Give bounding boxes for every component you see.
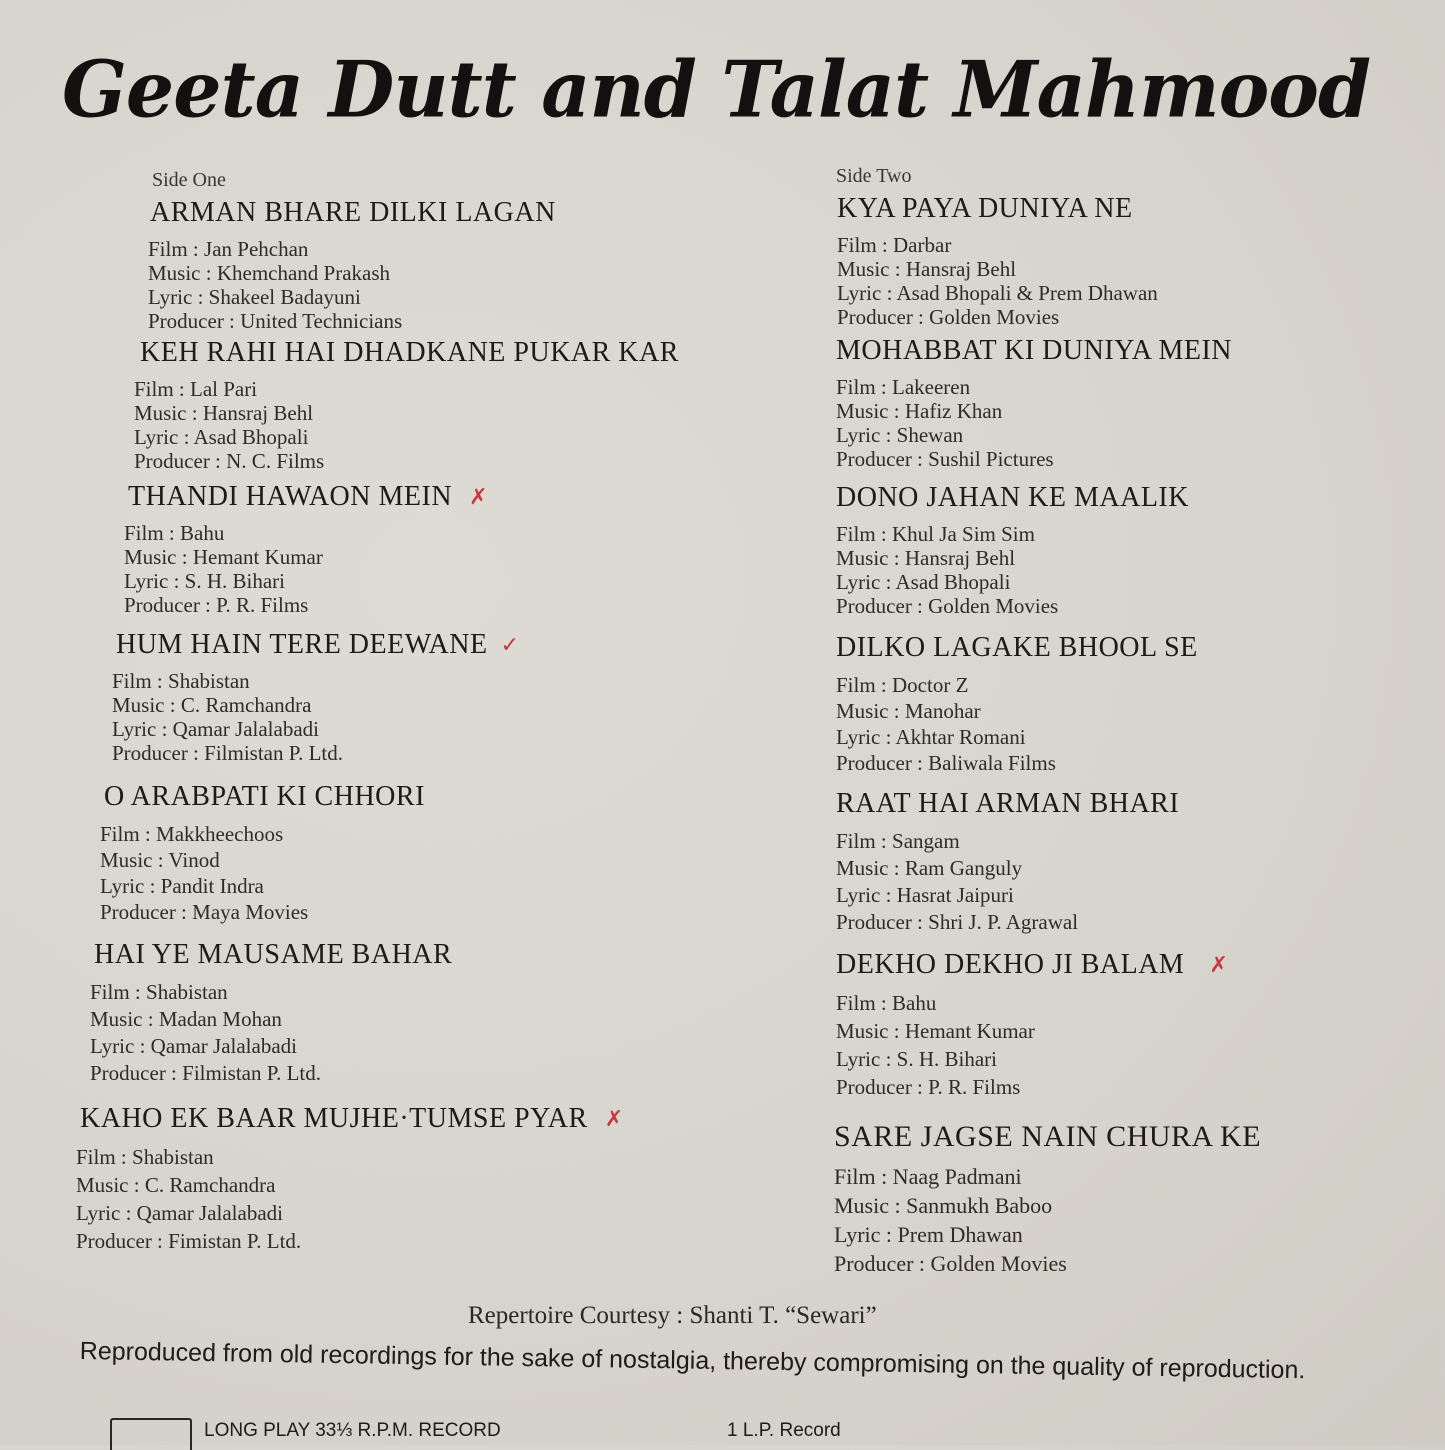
producer-credit: Producer : Maya Movies <box>100 900 309 924</box>
music-credit: Music : C. Ramchandra <box>112 693 312 717</box>
film-credit: Film : Makkheechoos <box>100 822 284 846</box>
film-credit: Film : Shabistan <box>76 1145 214 1169</box>
film-credit: Film : Shabistan <box>112 669 250 693</box>
film-credit: Film : Khul Ja Sim Sim <box>836 522 1035 546</box>
film-credit: Film : Bahu <box>124 521 225 545</box>
producer-credit: Producer : Baliwala Films <box>836 751 1056 775</box>
music-credit: Music : Hafiz Khan <box>836 399 1003 423</box>
music-credit: Music : Hemant Kumar <box>124 545 323 569</box>
song-title: HAI YE MAUSAME BAHAR <box>94 939 453 970</box>
producer-credit: Producer : Sushil Pictures <box>836 447 1054 471</box>
song-title: KYA PAYA DUNIYA NE <box>837 193 1133 224</box>
song-title: O ARABPATI KI CHHORI <box>104 781 425 812</box>
song-entry <box>834 1120 1261 1278</box>
lyric-credit: Lyric : Asad Bhopali <box>836 570 1011 594</box>
album-title: Geeta Dutt and Talat Mahmood <box>62 44 1371 135</box>
lyric-credit: Lyric : Qamar Jalalabadi <box>112 717 319 741</box>
music-credit: Music : C. Ramchandra <box>76 1173 276 1197</box>
song-title: ARMAN BHARE DILKI LAGAN <box>150 197 556 228</box>
pen-mark-icon: ✗ <box>1209 953 1229 978</box>
song-title: HUM HAIN TERE DEEWANE ✓ <box>116 629 520 660</box>
producer-credit: Producer : Fimistan P. Ltd. <box>76 1229 302 1253</box>
lyric-credit: Lyric : Qamar Jalalabadi <box>90 1034 297 1058</box>
song-entry <box>836 335 1232 471</box>
side-two-label: Side Two <box>836 165 912 187</box>
song-title: KEH RAHI HAI DHADKANE PUKAR KAR <box>140 337 679 368</box>
producer-credit: Producer : Golden Movies <box>834 1251 1067 1276</box>
song-entry <box>76 1103 624 1255</box>
song-title: SARE JAGSE NAIN CHURA KE <box>834 1120 1262 1153</box>
film-credit: Film : Doctor Z <box>836 673 969 697</box>
song-entry <box>90 939 453 1087</box>
repertoire-courtesy: Repertoire Courtesy : Shanti T. “Sewari” <box>468 1302 877 1329</box>
lyric-credit: Lyric : Prem Dhawan <box>834 1222 1023 1247</box>
film-credit: Film : Sangam <box>836 829 960 853</box>
music-credit: Music : Sanmukh Baboo <box>834 1193 1053 1218</box>
producer-credit: Producer : P. R. Films <box>124 593 309 617</box>
music-credit: Music : Hemant Kumar <box>836 1019 1035 1043</box>
song-title: DONO JAHAN KE MAALIK <box>836 482 1189 513</box>
producer-credit: Producer : N. C. Films <box>134 449 325 473</box>
music-credit: Music : Madan Mohan <box>90 1007 282 1031</box>
long-play-label: LONG PLAY 33⅓ R.P.M. RECORD <box>204 1420 501 1441</box>
song-entry <box>150 197 556 333</box>
music-credit: Music : Manohar <box>836 699 981 723</box>
song-entry <box>836 949 1229 1101</box>
film-credit: Film : Jan Pehchan <box>148 237 309 261</box>
song-entry <box>836 632 1198 776</box>
song-entry <box>134 337 679 473</box>
song-entry <box>837 193 1158 329</box>
lyric-credit: Lyric : Hasrat Jaipuri <box>836 883 1014 907</box>
music-credit: Music : Ram Ganguly <box>836 856 1023 880</box>
film-credit: Film : Shabistan <box>90 980 228 1004</box>
lyric-credit: Lyric : Pandit Indra <box>100 874 264 898</box>
producer-credit: Producer : Shri J. P. Agrawal <box>836 910 1079 934</box>
song-entry <box>100 781 425 925</box>
producer-credit: Producer : United Technicians <box>148 309 403 333</box>
film-credit: Film : Darbar <box>837 233 952 257</box>
song-entry <box>836 788 1179 936</box>
lyric-credit: Lyric : Asad Bhopali & Prem Dhawan <box>837 281 1158 305</box>
song-title: KAHO EK BAAR MUJHE·TUMSE PYAR ✗ <box>80 1103 624 1134</box>
film-credit: Film : Bahu <box>836 991 937 1015</box>
producer-credit: Producer : Filmistan P. Ltd. <box>90 1061 321 1085</box>
producer-credit: Producer : Filmistan P. Ltd. <box>112 741 343 765</box>
lyric-credit: Lyric : S. H. Bihari <box>836 1047 997 1071</box>
song-entry <box>124 481 489 617</box>
film-credit: Film : Lakeeren <box>836 375 971 399</box>
song-entry <box>112 629 520 765</box>
music-credit: Music : Hansraj Behl <box>836 546 1016 570</box>
film-credit: Film : Naag Padmani <box>834 1164 1022 1189</box>
lyric-credit: Lyric : S. H. Bihari <box>124 569 285 593</box>
side-one-label: Side One <box>152 169 226 191</box>
lyric-credit: Lyric : Qamar Jalalabadi <box>76 1201 283 1225</box>
pen-mark-icon: ✗ <box>469 485 489 510</box>
record-count-label: 1 L.P. Record <box>727 1420 841 1441</box>
music-credit: Music : Hansraj Behl <box>837 257 1017 281</box>
record-label-logo-icon <box>110 1418 192 1450</box>
film-credit: Film : Lal Pari <box>134 377 258 401</box>
song-title: THANDI HAWAON MEIN ✗ <box>128 481 489 512</box>
pen-mark-icon: ✓ <box>500 633 520 658</box>
song-title: RAAT HAI ARMAN BHARI <box>836 788 1180 819</box>
pen-mark-icon: ✗ <box>604 1107 624 1132</box>
producer-credit: Producer : P. R. Films <box>836 1075 1021 1099</box>
lyric-credit: Lyric : Shakeel Badayuni <box>148 285 361 309</box>
music-credit: Music : Hansraj Behl <box>134 401 314 425</box>
lyric-credit: Lyric : Akhtar Romani <box>836 725 1026 749</box>
lyric-credit: Lyric : Asad Bhopali <box>134 425 309 449</box>
producer-credit: Producer : Golden Movies <box>837 305 1060 329</box>
song-entry <box>836 482 1189 618</box>
song-title: DEKHO DEKHO JI BALAM ✗ <box>836 949 1229 980</box>
reproduction-note: Reproduced from old recordings for the sake of nostalgia, thereby compromising on the quality of reproduction. <box>79 1337 1306 1385</box>
song-title: MOHABBAT KI DUNIYA MEIN <box>836 335 1232 366</box>
music-credit: Music : Vinod <box>100 848 220 872</box>
producer-credit: Producer : Golden Movies <box>836 594 1059 618</box>
song-title: DILKO LAGAKE BHOOL SE <box>836 632 1198 663</box>
music-credit: Music : Khemchand Prakash <box>148 261 391 285</box>
lyric-credit: Lyric : Shewan <box>836 423 964 447</box>
